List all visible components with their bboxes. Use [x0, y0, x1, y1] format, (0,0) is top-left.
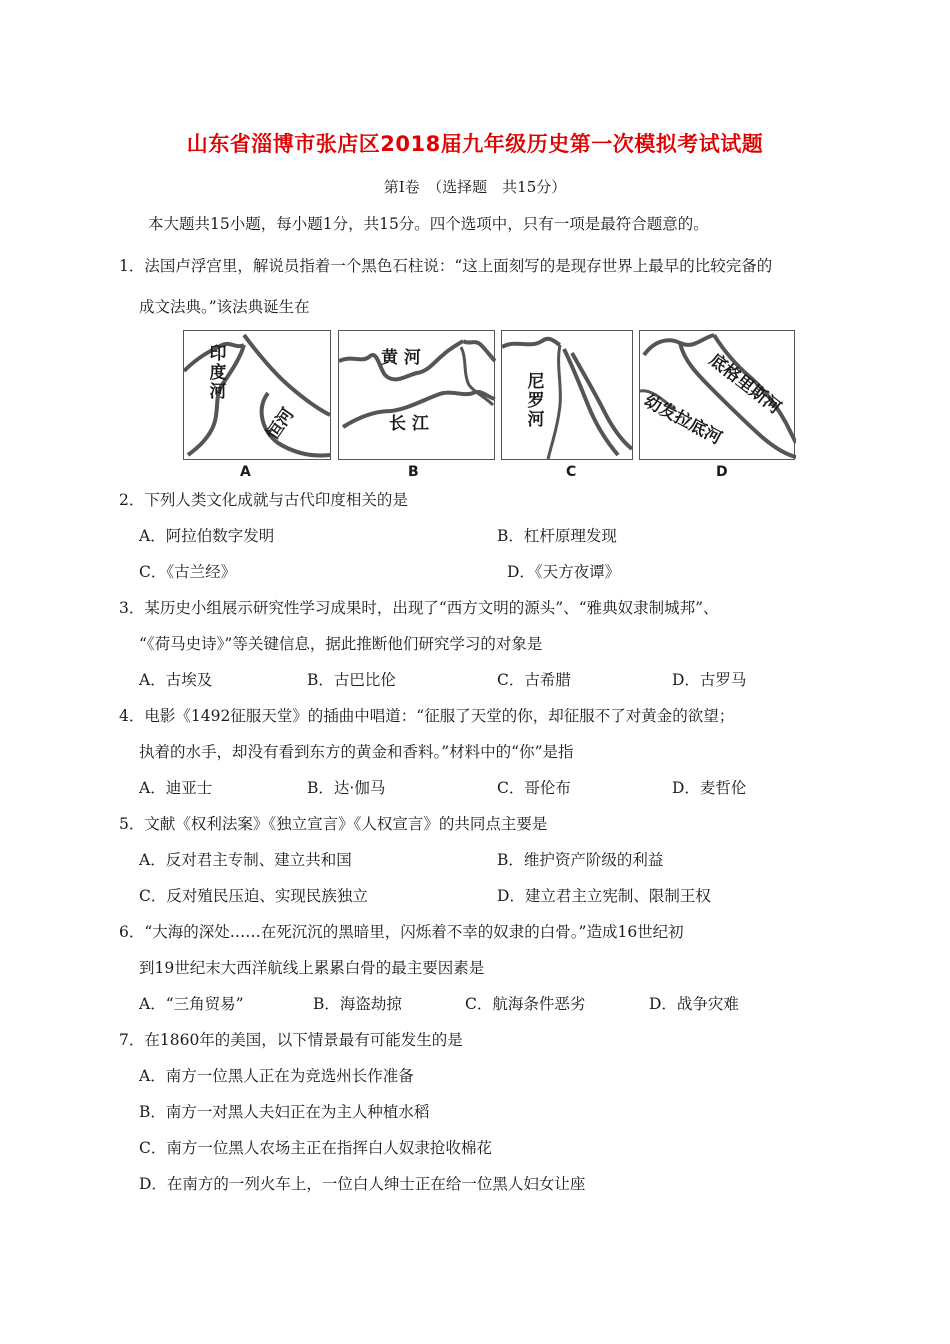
map-c-drawing — [502, 331, 634, 461]
q5-option-b: B．维护资产阶级的利益 — [497, 851, 664, 869]
q6-stem-line1: 6．“大海的深处……在死沉沉的黑暗里，闪烁着不幸的奴隶的白骨。”造成16世纪初 — [119, 923, 684, 941]
map-d-label-euphrates: 幼发拉底河 — [640, 391, 725, 449]
q7-stem: 7．在1860年的美国，以下情景最有可能发生的是 — [119, 1031, 463, 1049]
q5-option-c: C．反对殖民压迫、实现民族独立 — [139, 887, 368, 905]
map-a-label-ganges: 恒河 — [262, 404, 299, 444]
map-d-label-tigris: 底格里斯河 — [705, 350, 785, 419]
q1-stem-line1: 1．法国卢浮宫里，解说员指着一个黑色石柱说：“这上面刻写的是现存世界上最早的比较完备的 — [119, 257, 773, 275]
map-a-letter: A — [240, 464, 251, 480]
map-a — [183, 330, 331, 460]
q4-stem-line2: 执着的水手，却没有看到东方的黄金和香料。”材料中的“你”是指 — [139, 743, 574, 761]
q3-option-c: C．古希腊 — [497, 671, 571, 689]
map-d-letter: D — [716, 464, 728, 480]
map-b-letter: B — [408, 464, 419, 480]
section-heading: 第Ⅰ卷 （选择题 共15分） — [383, 178, 567, 196]
map-c-letter: C — [566, 464, 577, 480]
q1-stem-line2: 成文法典。”该法典诞生在 — [139, 298, 310, 316]
q2-option-d: D．《天方夜谭》 — [507, 563, 621, 581]
q7-option-d: D．在南方的一列火车上，一位白人绅士正在给一位黑人妇女让座 — [139, 1175, 586, 1193]
q2-option-c: C．《古兰经》 — [139, 563, 237, 581]
q4-stem-line1: 4．电影《1492征服天堂》的插曲中唱道：“征服了天堂的你，却征服不了对黄金的欲望； — [119, 707, 735, 725]
q6-option-b: B．海盗劫掠 — [313, 995, 402, 1013]
exam-title: 山东省淄博市张店区2018届九年级历史第一次模拟考试试题 — [186, 132, 764, 156]
map-c — [501, 330, 633, 460]
map-a-drawing — [184, 331, 332, 461]
map-d — [639, 330, 795, 460]
q6-stem-line2: 到19世纪末大西洋航线上累累白骨的最主要因素是 — [139, 959, 485, 977]
instructions: 本大题共15小题，每小题1分，共15分。四个选项中，只有一项是最符合题意的。 — [148, 215, 709, 233]
map-b — [338, 330, 495, 460]
q2-option-b: B．杠杆原理发现 — [497, 527, 617, 545]
map-b-label-changjiang: 长 江 — [389, 414, 429, 434]
q3-option-d: D．古罗马 — [672, 671, 747, 689]
q6-option-c: C．航海条件恶劣 — [465, 995, 586, 1013]
q6-option-a: A．“三角贸易” — [139, 995, 244, 1013]
q5-option-a: A．反对君主专制、建立共和国 — [139, 851, 352, 869]
river-maps-figure — [183, 330, 795, 482]
map-b-label-huanghe: 黄 河 — [381, 348, 421, 368]
q4-option-d: D．麦哲伦 — [672, 779, 747, 797]
q7-option-a: A．南方一位黑人正在为竞选州长作准备 — [139, 1067, 414, 1085]
q3-stem-line2: “《荷马史诗》”等关键信息，据此推断他们研究学习的对象是 — [139, 635, 543, 653]
map-c-label-nile: 尼罗河 — [527, 372, 545, 430]
q5-option-d: D．建立君主立宪制、限制王权 — [497, 887, 711, 905]
q7-option-c: C．南方一位黑人农场主正在指挥白人奴隶抢收棉花 — [139, 1139, 492, 1157]
q4-option-a: A．迪亚士 — [139, 779, 213, 797]
q3-option-b: B．古巴比伦 — [307, 671, 396, 689]
q4-option-c: C．哥伦布 — [497, 779, 571, 797]
q3-stem-line1: 3．某历史小组展示研究性学习成果时，出现了“西方文明的源头”、“雅典奴隶制城邦”、 — [119, 599, 719, 617]
q7-option-b: B．南方一对黑人夫妇正在为主人种植水稻 — [139, 1103, 430, 1121]
q3-option-a: A．古埃及 — [139, 671, 213, 689]
q2-option-a: A．阿拉伯数字发明 — [139, 527, 275, 545]
q6-option-d: D．战争灾难 — [649, 995, 739, 1013]
q5-stem: 5．文献《权利法案》《独立宣言》《人权宣言》的共同点主要是 — [119, 815, 548, 833]
q4-option-b: B．达·伽马 — [307, 779, 386, 797]
map-a-label-indus: 印度河 — [209, 344, 227, 402]
q2-stem: 2．下列人类文化成就与古代印度相关的是 — [119, 491, 408, 509]
